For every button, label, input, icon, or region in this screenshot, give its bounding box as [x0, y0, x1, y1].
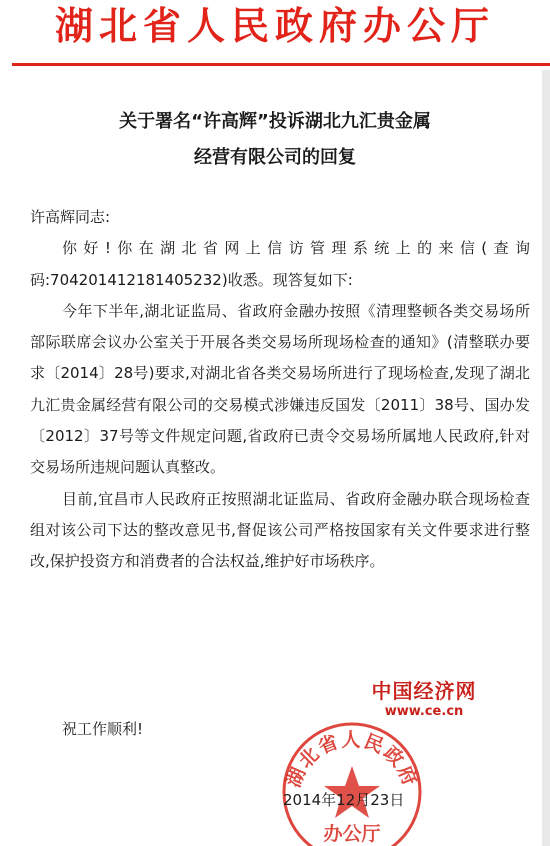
- salutation: 许高辉同志:: [30, 208, 111, 226]
- seal-text-top: 湖北省人民政府: [282, 729, 422, 791]
- body-paragraph-3: 目前,宜昌市人民政府正按照湖北证监局、省政府金融办联合现场检查组对该公司下达的整改意见书,督促该公司严格按国家有关文件要求进行整改,保护投资方和消费者的合法权益,维护好市场秩序。: [30, 489, 530, 571]
- official-seal-icon: [262, 700, 442, 846]
- closing-line: 祝工作顺利!: [62, 720, 144, 738]
- body-paragraph-1: 你好!你在湖北省网上信访管理系统上的来信(查询码:704201412181405232)收悉。现答复如下:: [30, 239, 530, 289]
- document-title-line-2: 经营有限公司的回复: [194, 147, 356, 168]
- seal-text-bottom: 办公厅: [323, 823, 381, 845]
- issue-date: 2014年12月23日: [283, 791, 405, 809]
- document-title-line-1: 关于署名“许高辉”投诉湖北九汇贵金属: [119, 111, 431, 132]
- watermark-url: www.ce.cn: [384, 704, 464, 719]
- document-title: [0, 104, 550, 176]
- body-paragraph-2: 今年下半年,湖北证监局、省政府金融办按照《清理整顿各类交易场所部际联席会议办公室关于开展各类交易场所现场检查的通知》(清整联办要求〔2014〕28号)要求,对湖北省各类交易场所进行了现场检查,发现了湖北九汇贵金属经营有限公司的交易模式涉嫌违反国发〔2011〕38号、国办发〔2012〕37号等文件规定问题,省政府已责令交易场所属地人民政府,针对交易场所违规问题认真整改。: [30, 301, 530, 477]
- scan-edge: [542, 70, 550, 846]
- watermark-brand: 中国经济网: [371, 679, 477, 703]
- issuer-header: 湖北省人民政府办公厅: [54, 4, 495, 48]
- header-red-rule: [12, 63, 550, 66]
- letter-body: [30, 202, 530, 578]
